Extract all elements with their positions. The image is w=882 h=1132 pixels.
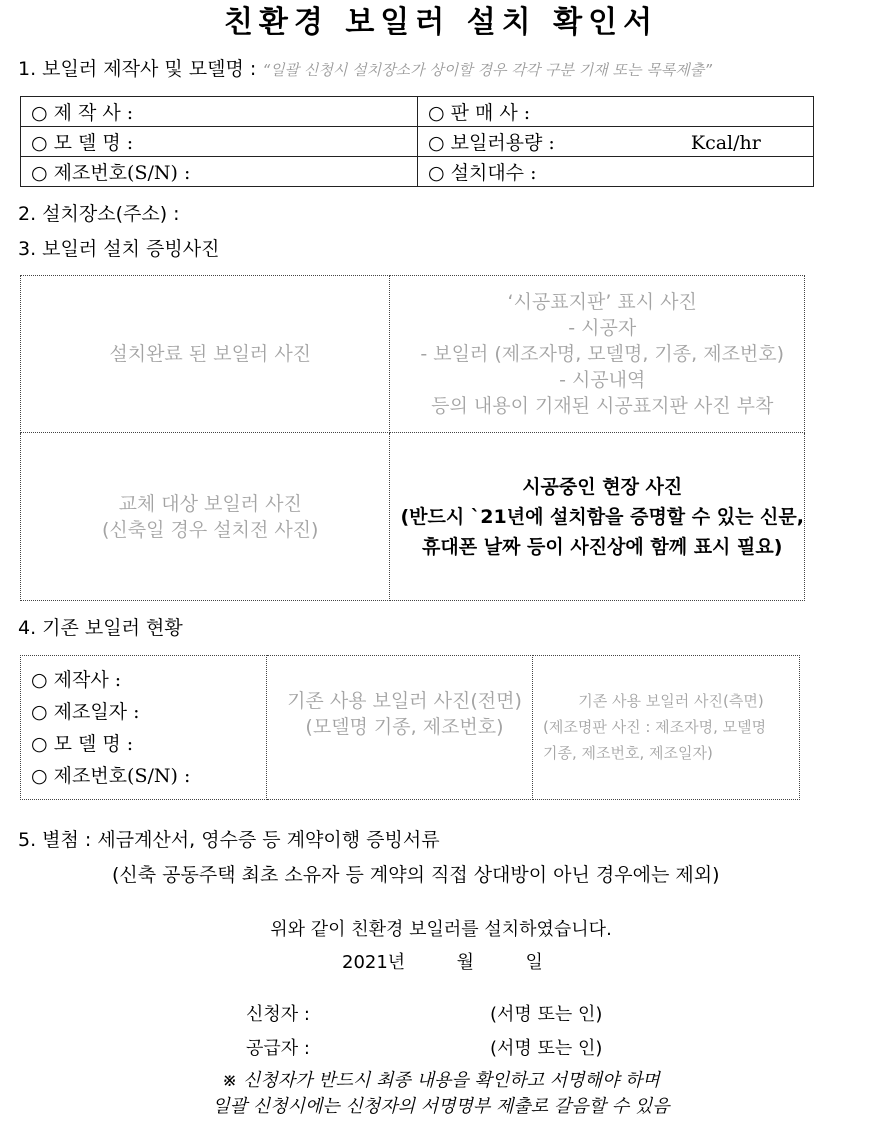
replaced-line-1: 교체 대상 보일러 사진 xyxy=(118,492,302,515)
site-line-1: 시공중인 현장 사진 xyxy=(522,475,683,498)
photo-existing-side[interactable] xyxy=(533,656,800,800)
existing-boiler-info xyxy=(21,656,267,800)
existing-date-field[interactable]: ○ 제조일자 : xyxy=(31,700,140,723)
side-line-2: (제조명판 사진 : 제조자명, 모델명 xyxy=(543,718,767,736)
section-4-heading: 4. 기존 보일러 현황 xyxy=(18,617,183,639)
front-line-1: 기존 사용 보일러 사진(전면) xyxy=(287,690,522,712)
capacity-field[interactable] xyxy=(418,127,814,157)
section-3-heading: 3. 보일러 설치 증빙사진 xyxy=(18,238,220,260)
section-1-heading xyxy=(18,56,712,83)
confirm-statement: 위와 같이 친환경 보일러를 설치하였습니다. xyxy=(270,919,612,940)
replaced-line-2: (신축일 경우 설치전 사진) xyxy=(101,518,319,541)
sign-line-5: 등의 내용이 기재된 시공표지판 사진 부착 xyxy=(431,395,774,417)
date-day[interactable]: 일 xyxy=(525,952,543,973)
applicant-signature[interactable]: (서명 또는 인) xyxy=(490,1004,603,1025)
photo-installed-boiler[interactable]: 설치완료 된 보일러 사진 xyxy=(21,276,390,433)
footnote-line-1: ※ 신청자가 반드시 최종 내용을 확인하고 서명해야 하며 xyxy=(222,1070,660,1091)
side-line-3: 기종, 제조번호, 제조일자) xyxy=(543,744,713,762)
sign-line-1: ‘시공표지판’ 표시 사진 xyxy=(507,291,697,313)
section-2-heading: 2. 설치장소(주소) : xyxy=(18,203,180,225)
sign-line-4: - 시공내역 xyxy=(559,369,646,391)
sign-line-3: - 보일러 (제조자명, 모델명, 기종, 제조번호) xyxy=(420,343,785,365)
site-line-2: (반드시 `21년에 설치함을 증명할 수 있는 신문, xyxy=(400,505,804,528)
page-title: 친환경 보일러 설치 확인서 xyxy=(223,5,659,40)
manufacturer-field[interactable]: ○ 제 작 사 : xyxy=(21,97,418,127)
section-1-heading-text: 1. 보일러 제작사 및 모델명 : xyxy=(18,58,257,80)
date-month[interactable]: 월 xyxy=(456,952,475,973)
section-5-heading: 5. 별첨 : 세금계산서, 영수증 등 계약이행 증빙서류 xyxy=(18,829,440,851)
existing-serial-field[interactable]: ○ 제조번호(S/N) : xyxy=(31,764,191,787)
date-year: 2021년 xyxy=(342,952,406,973)
section-5-sub: (신축 공동주택 최초 소유자 등 계약의 직접 상대방이 아닌 경우에는 제외) xyxy=(112,864,720,886)
install-count-field[interactable]: ○ 설치대수 : xyxy=(418,157,814,187)
section-1-note: “일괄 신청시 설치장소가 상이할 경우 각각 구분 기재 또는 목록제출” xyxy=(262,61,713,79)
supplier-signature[interactable]: (서명 또는 인) xyxy=(490,1038,603,1059)
existing-manufacturer-field[interactable]: ○ 제작사 : xyxy=(31,668,122,691)
existing-model-field[interactable]: ○ 모 델 명 : xyxy=(31,732,134,755)
date-line xyxy=(342,948,543,974)
footnote-line-2: 일괄 신청시에는 신청자의 서명명부 제출로 갈음할 수 있음 xyxy=(212,1096,670,1117)
existing-boiler-table xyxy=(20,655,800,800)
sign-line-2: - 시공자 xyxy=(568,317,637,339)
photo-construction-site[interactable] xyxy=(390,433,805,601)
front-line-2: (모델명 기종, 제조번호) xyxy=(305,716,504,738)
install-photo-table xyxy=(20,275,805,601)
boiler-info-table xyxy=(20,96,814,187)
capacity-unit: Kcal/hr xyxy=(690,132,761,154)
capacity-label: ○ 보일러용량 : xyxy=(428,132,555,154)
model-field[interactable]: ○ 모 델 명 : xyxy=(21,127,418,157)
photo-replaced-boiler[interactable] xyxy=(21,433,390,601)
supplier-label: 공급자 : xyxy=(246,1038,310,1059)
site-line-3: 휴대폰 날짜 등이 사진상에 함께 표시 필요) xyxy=(422,535,783,558)
seller-field[interactable]: ○ 판 매 사 : xyxy=(418,97,814,127)
serial-number-field[interactable]: ○ 제조번호(S/N) : xyxy=(21,157,418,187)
applicant-label: 신청자 : xyxy=(246,1004,310,1025)
photo-construction-sign[interactable] xyxy=(390,276,805,433)
side-line-1: 기존 사용 보일러 사진(측면) xyxy=(578,692,764,710)
photo-existing-front[interactable] xyxy=(267,656,533,800)
